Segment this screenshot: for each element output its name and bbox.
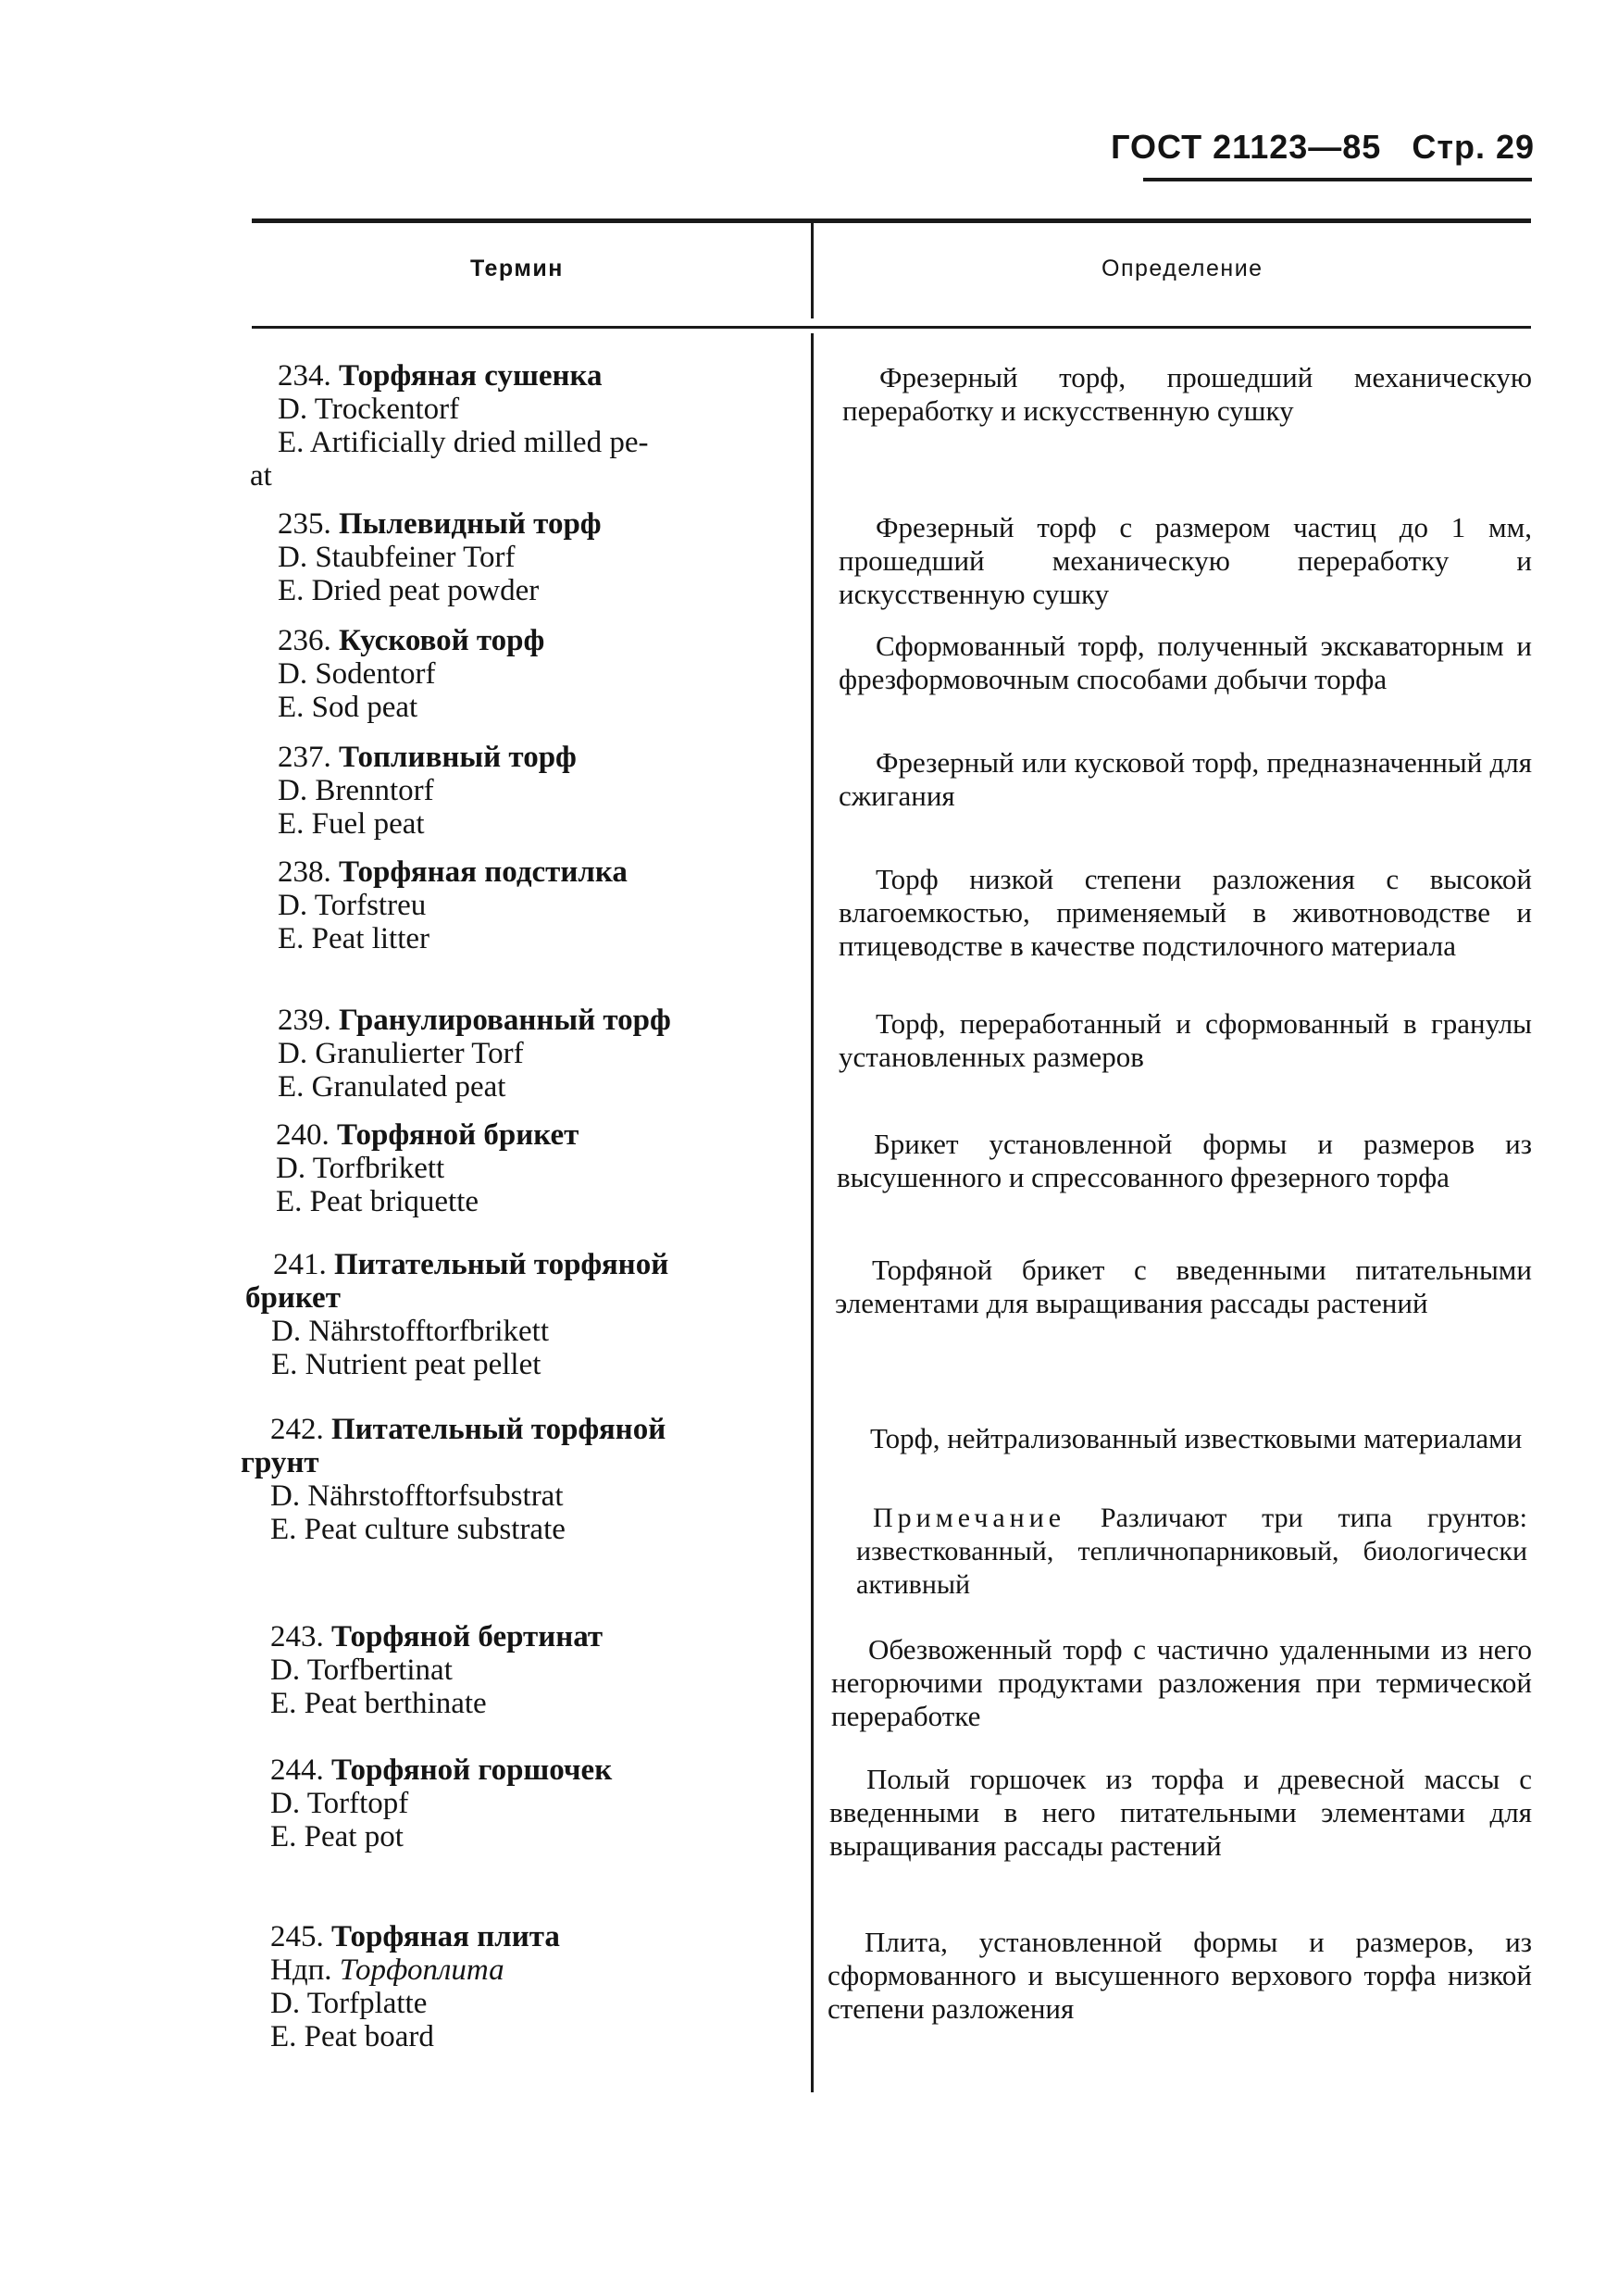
term-number: 240. — [276, 1118, 330, 1152]
column-divider-header — [811, 222, 814, 318]
term-entry-236 — [278, 624, 796, 724]
term-name: Пылевидный торф — [339, 507, 602, 541]
term-title — [278, 624, 796, 657]
table-header-rule — [252, 326, 1531, 329]
term-en: E. Peat pot — [270, 1820, 404, 1853]
term-name: Гранулированный торф — [339, 1004, 671, 1037]
term-number: 241. — [273, 1248, 327, 1281]
term-name: Питательный торфяной — [331, 1413, 666, 1446]
term-number: 235. — [278, 507, 331, 541]
term-number: 238. — [278, 855, 331, 889]
note-text: Различают три типа грунтов: известкованный, тепличнопарниковый, биологически активный — [856, 1503, 1527, 1600]
note-label: Примечание — [873, 1503, 1066, 1533]
term-name: Торфяной бертинат — [331, 1620, 604, 1653]
term-de: D. Torfbrikett — [276, 1152, 445, 1185]
term-entry-237 — [278, 741, 796, 841]
term-name: Торфяная сушенка — [339, 359, 603, 393]
term-entry-234 — [250, 359, 796, 493]
definition-236: Сформованный торф, полученный экскаваторным и фрезформовочным способами добычи торфа — [839, 630, 1532, 695]
term-title — [276, 1118, 794, 1152]
term-not-recommended — [270, 1953, 789, 1987]
term-number: 243. — [270, 1620, 324, 1653]
term-de: D. Torfbertinat — [270, 1653, 453, 1687]
term-name: Кусковой торф — [339, 624, 545, 657]
definition-241: Торфяной брикет с введенными питательными элементами для выращивания рассады растений — [835, 1254, 1532, 1319]
definition-235: Фрезерный торф с размером частиц до 1 мм, прошедший механическую переработку и искусственную сушку — [839, 511, 1532, 610]
term-en: E. Granulated peat — [278, 1070, 506, 1104]
term-de: D. Torfplatte — [270, 1987, 428, 2020]
term-entry-235 — [278, 507, 796, 607]
term-title — [270, 1620, 789, 1653]
term-entry-240 — [276, 1118, 794, 1218]
ndp-label: Ндп. — [270, 1953, 332, 1987]
page-number: Стр. 29 — [1412, 128, 1535, 166]
term-number: 242. — [270, 1413, 324, 1446]
header-underline — [1143, 178, 1532, 181]
term-entry-238 — [278, 855, 796, 955]
term-entry-245 — [270, 1920, 789, 2053]
term-name-cont: грунт — [241, 1446, 319, 1479]
term-de: D. Torftopf — [270, 1787, 409, 1820]
term-title — [278, 741, 796, 774]
column-header-term: Термин — [470, 256, 564, 281]
term-name: Питательный торфяной — [334, 1248, 669, 1281]
definition-240: Брикет установленной формы и размеров из высушенного и спрессованного фрезерного торфа — [837, 1128, 1532, 1193]
term-en: E. Fuel peat — [278, 807, 425, 841]
column-divider-body — [811, 333, 814, 2092]
term-en: E. Peat berthinate — [270, 1687, 487, 1720]
term-title — [270, 1753, 789, 1787]
term-en: E. Artificially dried milled pe- — [278, 426, 649, 459]
definition-244: Полый горшочек из торфа и древесной массы с введенными в него питательными элементами для выращивания рассады растений — [829, 1763, 1532, 1862]
term-entry-243 — [270, 1620, 789, 1720]
term-name-cont: брикет — [245, 1281, 341, 1315]
term-name: Топливный торф — [339, 741, 577, 774]
term-name: Торфяной горшочек — [331, 1753, 613, 1787]
term-de: D. Staubfeiner Torf — [278, 541, 516, 574]
term-de: D. Nährstofftorfsubstrat — [270, 1479, 564, 1513]
table-top-rule — [252, 218, 1531, 223]
definition-239: Торф, переработанный и сформованный в гранулы установленных размеров — [839, 1007, 1532, 1073]
definition-242: Торф, нейтрализованный известковыми материалами — [870, 1422, 1523, 1454]
term-en-cont: at — [250, 459, 272, 493]
term-entry-239 — [278, 1004, 796, 1104]
term-number: 239. — [278, 1004, 331, 1037]
term-en: E. Peat litter — [278, 922, 430, 955]
term-de: D. Trockentorf — [278, 393, 460, 426]
standard-number: ГОСТ 21123—85 — [1111, 128, 1382, 166]
term-en: E. Sod peat — [278, 691, 418, 724]
term-title — [270, 1413, 796, 1446]
term-de: D. Sodentorf — [278, 657, 436, 691]
term-en: E. Nutrient peat pellet — [271, 1348, 541, 1381]
term-title — [278, 1004, 796, 1037]
term-entry-244 — [270, 1753, 789, 1853]
definition-237: Фрезерный или кусковой торф, предназначенный для сжигания — [839, 746, 1532, 812]
note-242 — [856, 1502, 1527, 1602]
term-number: 244. — [270, 1753, 324, 1787]
term-title — [273, 1248, 801, 1281]
term-de: D. Torfstreu — [278, 889, 427, 922]
column-header-definition: Определение — [1101, 256, 1263, 281]
term-title — [270, 1920, 789, 1953]
term-name: Торфяная плита — [331, 1920, 560, 1953]
definition-245: Плита, установленной формы и размеров, из сформованного и высушенного верхового торфа низкой степени разложения — [828, 1926, 1532, 2025]
term-en: E. Peat briquette — [276, 1185, 479, 1218]
term-title — [278, 855, 796, 889]
page-header — [1111, 128, 1535, 167]
term-title — [278, 359, 796, 393]
definition-243: Обезвоженный торф с частично удаленными из него негорючими продуктами разложения при термической переработке — [831, 1633, 1532, 1732]
term-title — [278, 507, 796, 541]
term-number: 245. — [270, 1920, 324, 1953]
term-de: D. Nährstofftorfbrikett — [271, 1315, 549, 1348]
definition-234: Фрезерный торф, прошедший механическую переработку и искусственную сушку — [842, 361, 1532, 427]
term-name: Торфяная подстилка — [339, 855, 628, 889]
term-en: E. Peat culture substrate — [270, 1513, 566, 1546]
term-name: Торфяной брикет — [337, 1118, 579, 1152]
term-number: 236. — [278, 624, 331, 657]
term-de: D. Brenntorf — [278, 774, 434, 807]
term-number: 234. — [278, 359, 331, 393]
definition-238: Торф низкой степени разложения с высокой влагоемкостью, применяемый в животноводстве и птицеводстве в качестве подстилочного материала — [839, 863, 1532, 962]
term-number: 237. — [278, 741, 331, 774]
term-en: E. Peat board — [270, 2020, 434, 2053]
term-entry-242 — [241, 1413, 796, 1546]
term-entry-241 — [245, 1248, 801, 1381]
term-en: E. Dried peat powder — [278, 574, 540, 607]
term-de: D. Granulierter Torf — [278, 1037, 524, 1070]
ndp-term: Торфоплита — [339, 1953, 504, 1987]
